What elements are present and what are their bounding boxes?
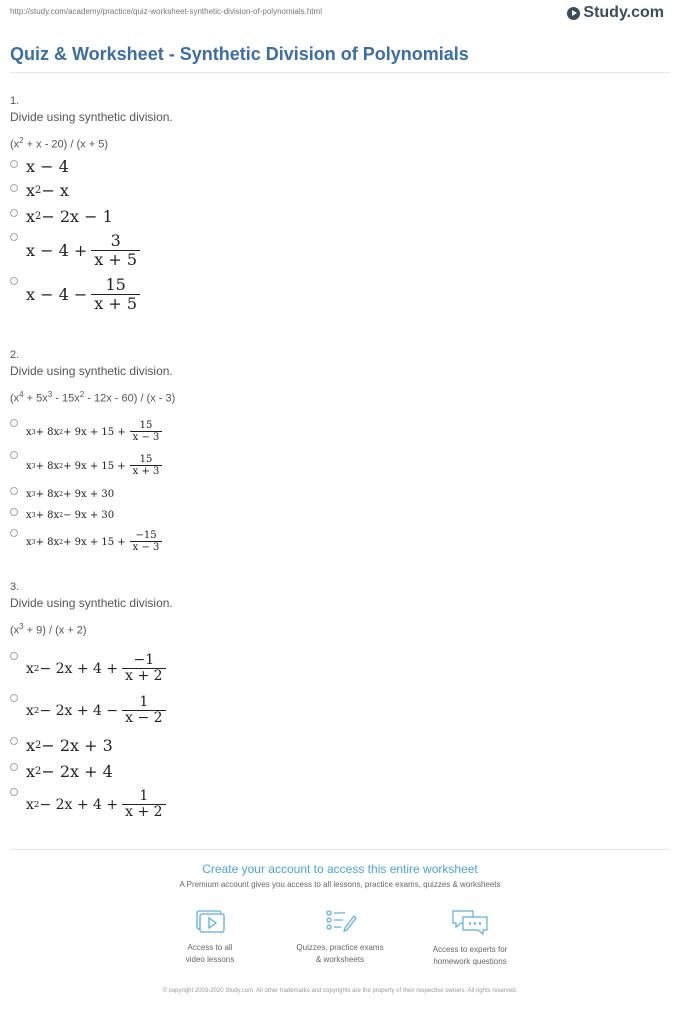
answer-options	[10, 648, 670, 826]
answer-option[interactable]	[10, 648, 670, 690]
radio-button[interactable]	[10, 451, 18, 459]
option-math: x − 4 + $\frac{3}{x + 5}$	[26, 233, 140, 268]
fraction: $\frac{-1}{x + 2}$	[122, 653, 165, 684]
answer-options	[10, 416, 670, 558]
feature-experts	[390, 908, 550, 968]
question-expression: $(x^3 + 9) / (x + 2)$	[10, 622, 87, 637]
question-expression: $(x^4 + 5x^3 - 15x^2 - 12x - 60) / (x - 3)$	[10, 390, 176, 405]
question-number: 3.	[10, 581, 20, 593]
fraction: $\frac{15}{x + 3}$	[130, 455, 163, 478]
chat-bubbles-icon	[451, 908, 489, 936]
radio-button[interactable]	[10, 487, 18, 495]
logo-text: Study.com	[583, 4, 664, 21]
answer-option[interactable]	[10, 784, 670, 826]
radio-button[interactable]	[10, 652, 18, 660]
cta-subtitle: A Premium account gives you access to all lessons, practice exams, quizzes & worksheets	[179, 880, 501, 889]
radio-button[interactable]	[10, 233, 18, 241]
radio-button[interactable]	[10, 694, 18, 702]
answer-option[interactable]	[10, 690, 670, 732]
fraction: $\frac{-15}{x - 3}$	[130, 531, 163, 554]
answer-option[interactable]	[10, 484, 670, 505]
answer-option[interactable]	[10, 758, 670, 784]
copyright-text: © copyright 2003-2020 Study.com. All other trademarks and copyrights are the property of their respective owners. All rights reserved.	[162, 988, 518, 994]
option-math: x 2 − 2x − 1	[26, 206, 113, 226]
fraction: $\frac{15}{x - 3}$	[130, 421, 163, 444]
radio-button[interactable]	[10, 160, 18, 168]
option-math: x 3 + 8x 2 + 9x + 15 + $\frac{15}{x - 3}$	[26, 421, 162, 444]
option-math: x 3 + 8x 2 + 9x + 15 + $\frac{15}{x + 3}$	[26, 455, 162, 478]
option-math: x − 4	[26, 156, 69, 176]
answer-option[interactable]	[10, 732, 670, 758]
answer-option[interactable]	[10, 448, 670, 484]
option-math: x 3 + 8x 2 − 9x + 30	[26, 510, 115, 521]
title-divider	[10, 72, 670, 73]
fraction: $\frac{1}{x - 2}$	[122, 695, 165, 726]
option-math: x − 4 − $\frac{15}{x + 5}$	[26, 277, 140, 312]
question-prompt: Divide using synthetic division.	[10, 596, 173, 610]
question-prompt: Divide using synthetic division.	[10, 110, 173, 124]
answer-option[interactable]	[10, 273, 670, 317]
option-math: x 3 + 8x 2 + 9x + 15 + $\frac{-15}{x - 3}$	[26, 531, 162, 554]
feature-label: Quizzes, practice exams & worksheets	[296, 943, 384, 964]
fraction: $\frac{15}{x + 5}$	[91, 277, 140, 312]
study-logo[interactable]	[567, 4, 664, 22]
option-math: x 2 − 2x + 3	[26, 735, 113, 755]
answer-option[interactable]	[10, 203, 670, 229]
answer-options	[10, 154, 670, 317]
feature-label: Access to all video lessons	[185, 943, 235, 964]
radio-button[interactable]	[10, 277, 18, 285]
answer-option[interactable]	[10, 154, 670, 178]
answer-option[interactable]	[10, 505, 670, 526]
radio-button[interactable]	[10, 788, 18, 796]
radio-button[interactable]	[10, 419, 18, 427]
feature-label: Access to experts for homework questions	[432, 945, 508, 966]
option-math: x 2 − 2x + 4	[26, 761, 113, 781]
fraction: $\frac{3}{x + 5}$	[91, 233, 140, 268]
quiz-list-icon	[323, 908, 357, 934]
option-math: x 2 − 2x + 4 + $\frac{1}{x + 2}$	[26, 789, 166, 820]
radio-button[interactable]	[10, 508, 18, 516]
radio-button[interactable]	[10, 763, 18, 771]
question-1	[10, 95, 670, 317]
radio-button[interactable]	[10, 529, 18, 537]
question-number: 2.	[10, 349, 20, 361]
option-math: x 2 − 2x + 4 − $\frac{1}{x - 2}$	[26, 695, 166, 726]
play-circle-icon	[567, 7, 580, 20]
option-math: x 3 + 8x 2 + 9x + 30	[26, 489, 115, 500]
fraction: $\frac{1}{x + 2}$	[122, 789, 165, 820]
radio-button[interactable]	[10, 737, 18, 745]
question-number: 1.	[10, 95, 20, 107]
radio-button[interactable]	[10, 209, 18, 217]
option-math: x 2 − x	[26, 181, 69, 200]
footer-divider	[10, 849, 670, 850]
page-title: Quiz & Worksheet - Synthetic Division of Polynomials	[10, 44, 469, 64]
video-lessons-icon	[195, 908, 225, 934]
answer-option[interactable]	[10, 229, 670, 273]
radio-button[interactable]	[10, 184, 18, 192]
page-url: http://study.com/academy/practice/quiz-worksheet-synthetic-division-of-polynomials.html	[10, 7, 322, 16]
question-2	[10, 349, 670, 558]
question-expression: $(x^2 + x - 20) / (x + 5)$	[10, 136, 108, 151]
answer-option[interactable]	[10, 416, 670, 448]
option-math: x 2 − 2x + 4 + $\frac{-1}{x + 2}$	[26, 653, 166, 684]
answer-option[interactable]	[10, 526, 670, 558]
cta-title[interactable]: Create your account to access this entire worksheet	[202, 862, 478, 876]
question-3	[10, 581, 670, 826]
question-prompt: Divide using synthetic division.	[10, 364, 173, 378]
answer-option[interactable]	[10, 178, 670, 203]
